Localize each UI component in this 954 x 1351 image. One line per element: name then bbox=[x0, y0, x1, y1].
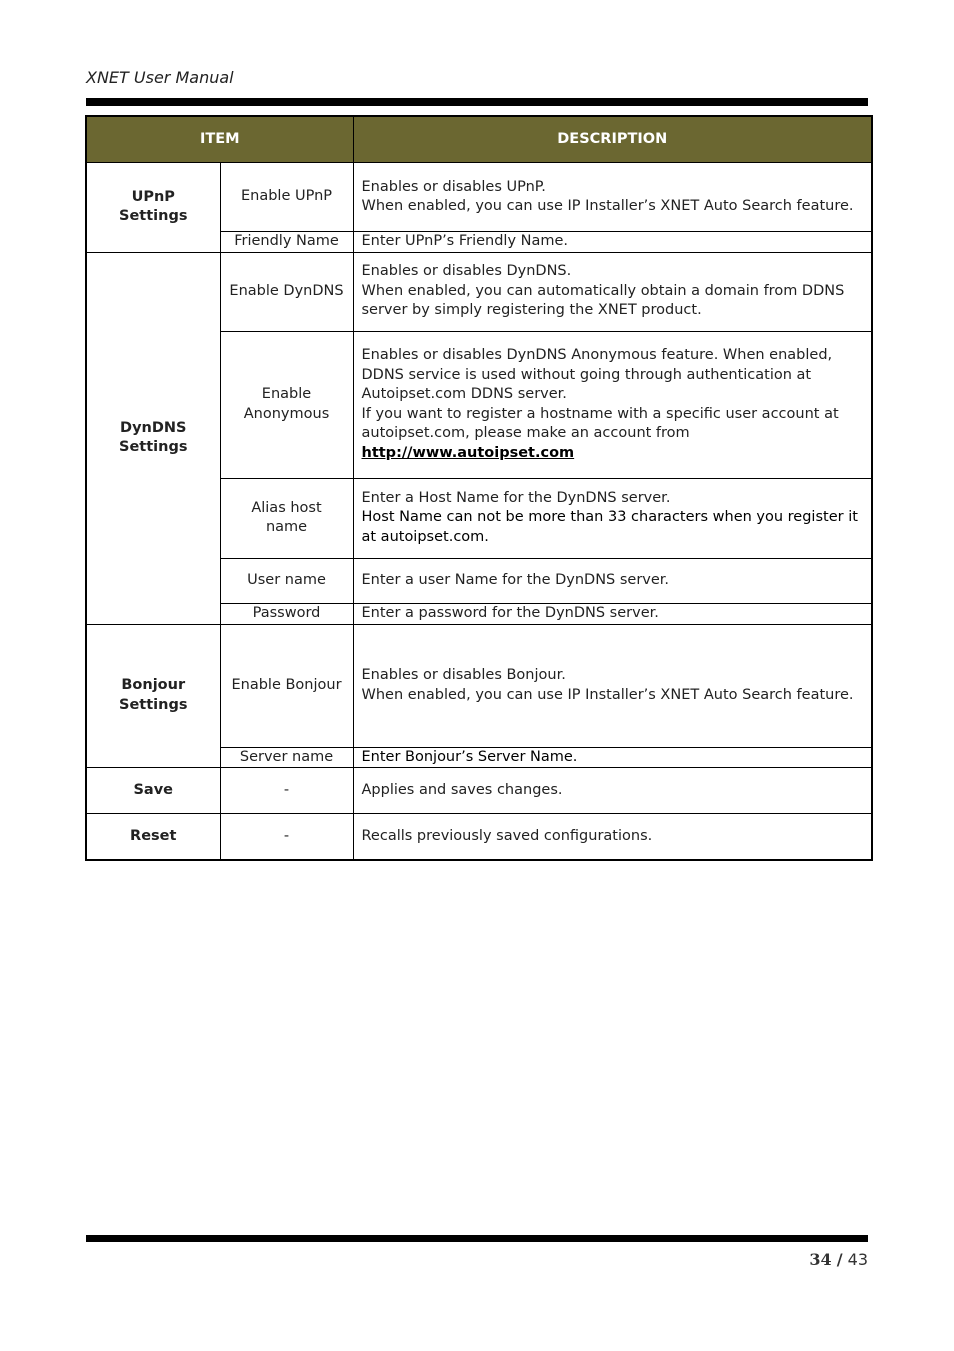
item-description: Enables or disables DynDNS. When enabled, you can automatically obtain a domain from DDNS server by simply registering the XNET product. bbox=[353, 252, 872, 331]
table-row bbox=[86, 252, 872, 331]
item-description: Recalls previously saved configurations. bbox=[353, 814, 872, 860]
item-description: Enter a password for the DynDNS server. bbox=[353, 603, 872, 624]
item-label: User name bbox=[220, 558, 353, 603]
item-label: Enable Bonjour bbox=[220, 624, 353, 747]
autoipset-link[interactable]: http://www.autoipset.com bbox=[361, 444, 575, 461]
table-row bbox=[86, 814, 872, 860]
table-header-row bbox=[86, 116, 872, 163]
item-description: Enter Bonjour’s Server Name. bbox=[353, 747, 872, 768]
document-header-title: XNET User Manual bbox=[86, 68, 234, 87]
item-label: - bbox=[220, 814, 353, 860]
item-label: Friendly Name bbox=[220, 232, 353, 253]
page-number bbox=[809, 1250, 868, 1269]
item-label: - bbox=[220, 768, 353, 814]
settings-table bbox=[85, 115, 873, 861]
page-separator: / bbox=[836, 1250, 843, 1269]
item-description: Enables or disables DynDNS Anonymous feature. When enabled, DDNS service is used without going through authentication at Autoipset.com DDNS server. If you want to register a hostname with a specific user account at autoipset.com, please make an account from http://www.autoipset.com bbox=[353, 331, 872, 478]
item-label: Enable Anonymous bbox=[220, 331, 353, 478]
group-upnp-settings: UPnP Settings bbox=[86, 163, 220, 253]
item-description: Enter UPnP’s Friendly Name. bbox=[353, 232, 872, 253]
item-description: Enables or disables Bonjour. When enabled, you can use IP Installer’s XNET Auto Search feature. bbox=[353, 624, 872, 747]
item-label: Password bbox=[220, 603, 353, 624]
item-label: Enable DynDNS bbox=[220, 252, 353, 331]
group-save: Save bbox=[86, 768, 220, 814]
group-bonjour-settings: Bonjour Settings bbox=[86, 624, 220, 768]
item-column-header: ITEM bbox=[86, 116, 353, 163]
item-label: Alias host name bbox=[220, 478, 353, 558]
item-description: Enter a user Name for the DynDNS server. bbox=[353, 558, 872, 603]
description-column-header: DESCRIPTION bbox=[353, 116, 872, 163]
item-description: Enter a Host Name for the DynDNS server. Host Name can not be more than 33 characters when you register it at autoipset.com. bbox=[353, 478, 872, 558]
table-row bbox=[86, 768, 872, 814]
table-row bbox=[86, 163, 872, 232]
item-label: Server name bbox=[220, 747, 353, 768]
group-dyndns-settings: DynDNS Settings bbox=[86, 252, 220, 624]
header-rule bbox=[86, 98, 868, 106]
footer-rule bbox=[86, 1235, 868, 1242]
item-description: Applies and saves changes. bbox=[353, 768, 872, 814]
page-current: 34 bbox=[809, 1250, 832, 1269]
page-total: 43 bbox=[847, 1250, 868, 1269]
item-label: Enable UPnP bbox=[220, 163, 353, 232]
table-row bbox=[86, 624, 872, 747]
group-reset: Reset bbox=[86, 814, 220, 860]
item-description: Enables or disables UPnP. When enabled, you can use IP Installer’s XNET Auto Search feature. bbox=[353, 163, 872, 232]
